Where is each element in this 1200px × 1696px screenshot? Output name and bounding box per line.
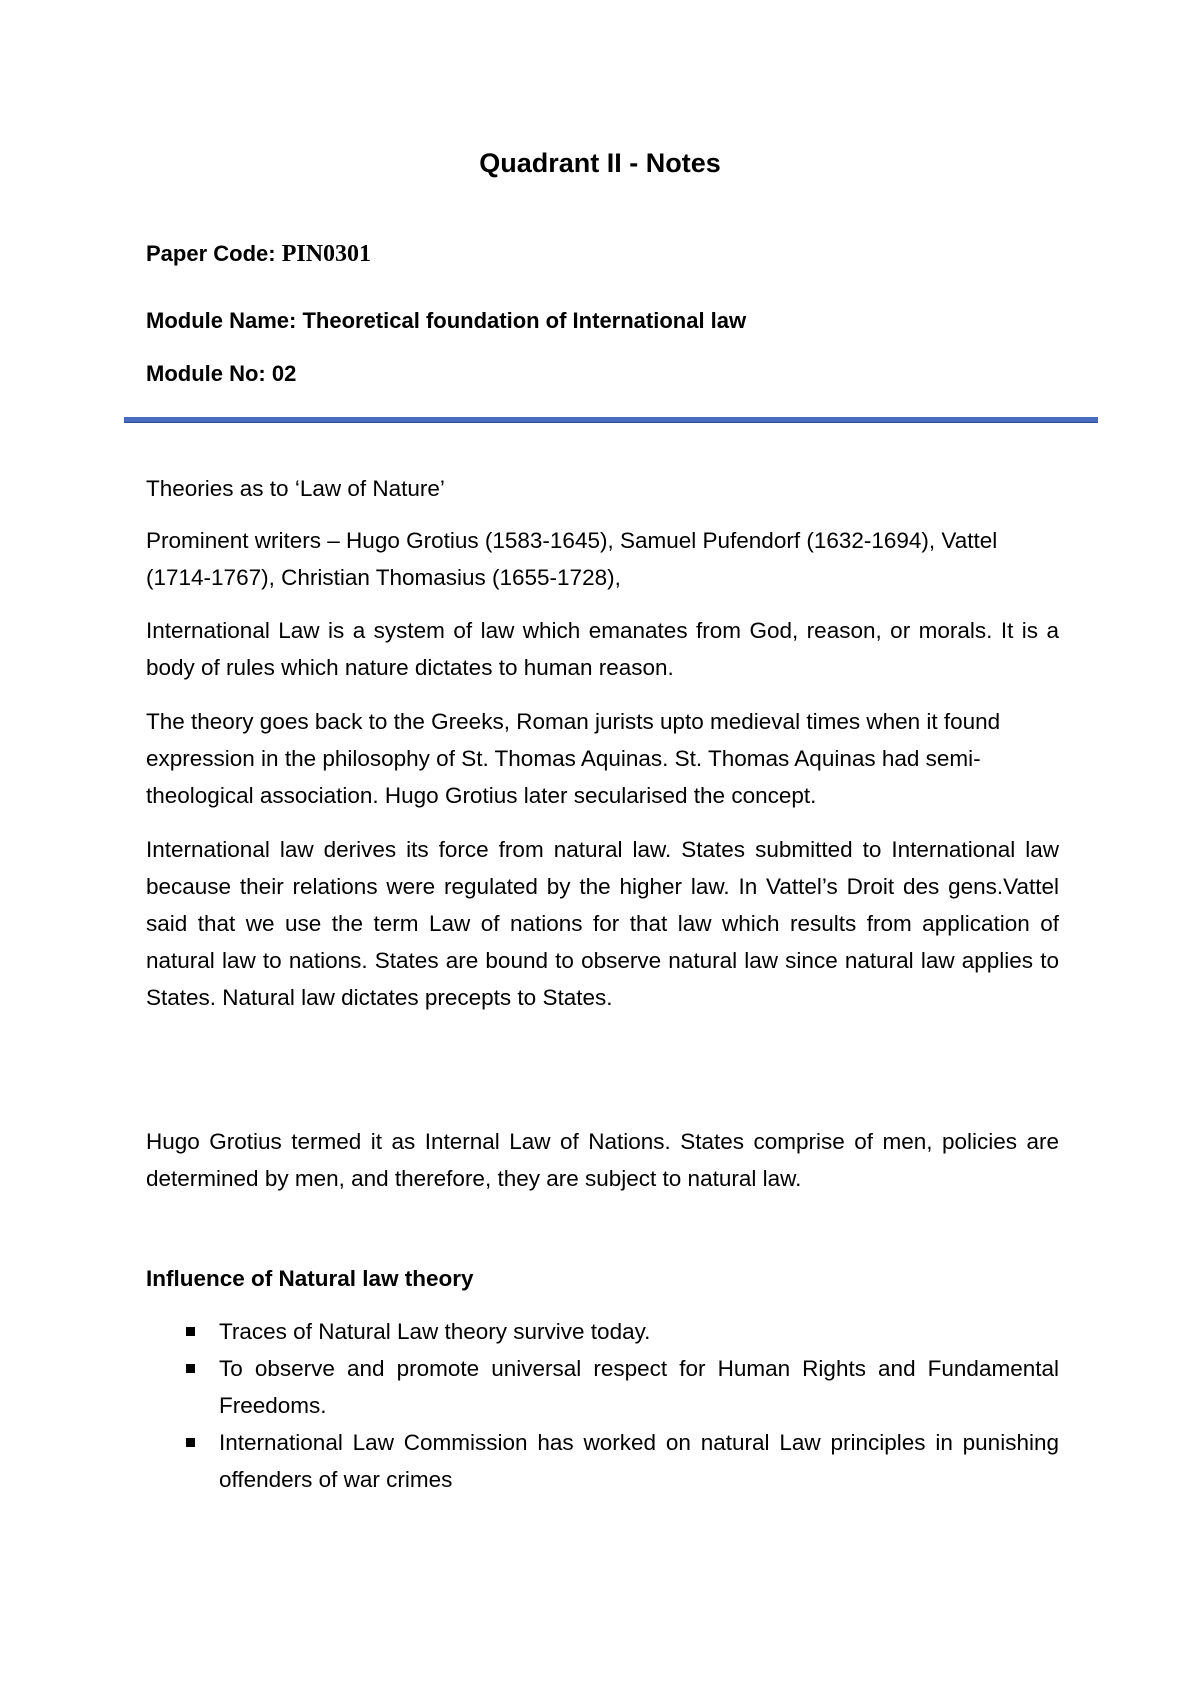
writers-paragraph: Prominent writers – Hugo Grotius (1583-1645), Samuel Pufendorf (1632-1694), Vattel (1714-1767), Christian Thomasius (1655-1728), [146, 528, 998, 590]
list-item [146, 1424, 1059, 1498]
square-bullet-icon [186, 1438, 195, 1447]
intro-line: Theories as to ‘Law of Nature’ [146, 476, 445, 501]
list-item [146, 1350, 1059, 1424]
square-bullet-icon [186, 1364, 195, 1373]
horizontal-divider [124, 417, 1098, 423]
list-item-text: Traces of Natural Law theory survive today. [219, 1319, 651, 1344]
list-item [146, 1313, 1059, 1350]
paragraph-definition: International Law is a system of law which emanates from God, reason, or morals. It is a body of rules which nature dictates to human reason. [146, 618, 1059, 680]
list-item-text: International Law Commission has worked on natural Law principles in punishing offenders of war crimes [219, 1430, 1059, 1492]
section-heading: Influence of Natural law theory [146, 1266, 474, 1291]
paper-code-label: Paper Code: [146, 241, 282, 266]
square-bullet-icon [186, 1327, 195, 1336]
module-number: Module No: 02 [146, 361, 297, 386]
module-name: Module Name: Theoretical foundation of International law [146, 308, 747, 333]
paper-code-value: PIN0301 [281, 241, 372, 267]
list-item-text: To observe and promote universal respect for Human Rights and Fundamental Freedoms. [219, 1356, 1059, 1418]
paper-code [146, 240, 371, 268]
bullet-list [146, 1313, 1059, 1498]
page-title: Quadrant II - Notes [479, 148, 721, 178]
paragraph-natural-law: International law derives its force from natural law. States submitted to International law because their relations were regulated by the higher law. In Vattel’s Droit des gens.Vattel said that we use the term Law of nations for that law which results from application of natural law to nations. States are bound to observe natural law since natural law applies to States. Natural law dictates precepts to States. [146, 837, 1059, 1010]
paragraph-history: The theory goes back to the Greeks, Roman jurists upto medieval times when it found expression in the philosophy of St. Thomas Aquinas. St. Thomas Aquinas had semi-theological association. Hugo Grotius later secularised the concept. [146, 709, 1001, 808]
paragraph-grotius: Hugo Grotius termed it as Internal Law of Nations. States comprise of men, policies are determined by men, and therefore, they are subject to natural law. [146, 1129, 1059, 1191]
